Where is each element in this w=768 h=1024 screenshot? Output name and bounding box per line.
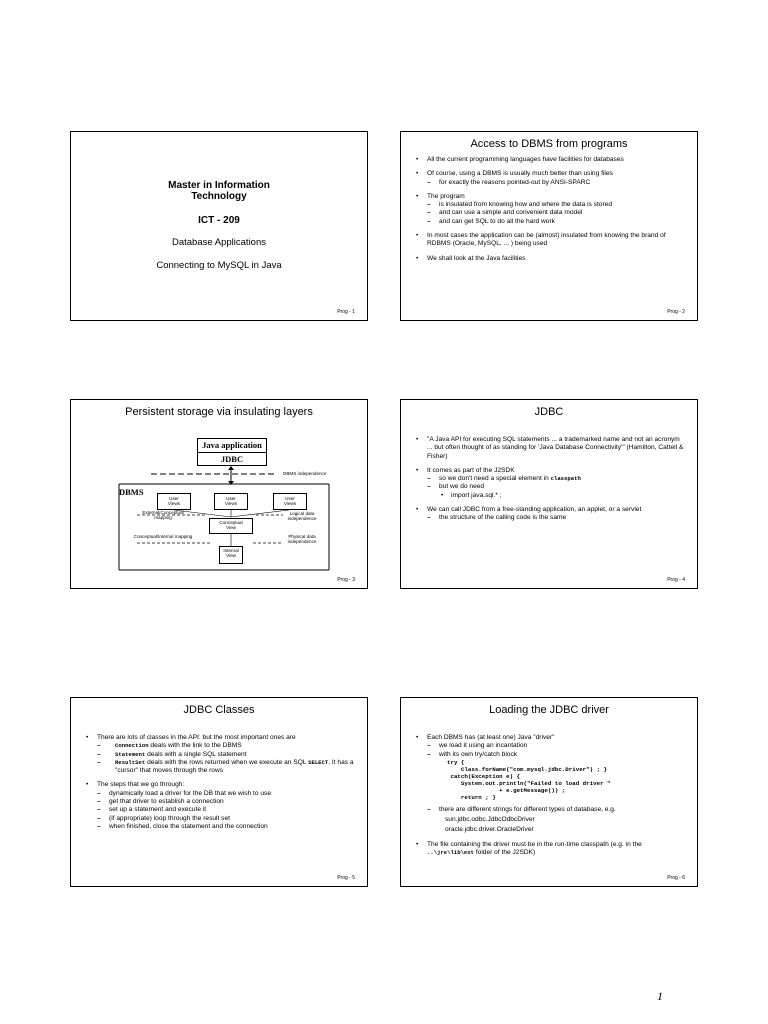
slide-title: JDBC Classes [183,704,255,716]
sub-bullet: – and can use a simple and convenient data model [427,209,687,217]
bullet: • We shall look at the Java facilities [415,255,687,263]
slide-6 [400,697,698,887]
class-name: ResultSet [115,758,146,766]
driver-example: sun.jdbc.odbc.JdbcOdbcDriver [445,816,535,824]
bullet [415,506,687,523]
page-number: Prog - 2 [667,309,685,315]
bullet [415,841,687,858]
slide-title: JDBC [534,406,564,418]
bullet-text: • Each DBMS has (at least one) Java "driver" [427,734,555,741]
step-item: – (if appropriate) loop through the result set [97,815,357,823]
sub-bullet: – for exactly the reasons pointed-out by ANSI-SPARC [427,179,687,187]
slide-5 [70,697,368,887]
sub-bullet: – but we do need [427,483,687,491]
conceptual-view-box: Conceptual View [209,518,253,534]
slide-title: Loading the JDBC driver [489,704,609,716]
sub-bullet [97,751,357,759]
java-application-label: Java application [198,439,266,453]
slide-1 [70,131,368,321]
bullet [415,734,687,835]
course-code: ICT - 209 [198,215,240,226]
code-term: classpath [550,475,581,483]
jdbc-label: JDBC [220,454,244,464]
sub-bullet: – the structure of the calling code is the same [427,514,687,522]
step-item: – dynamically load a driver for the DB that we wish to use [97,790,357,798]
class-name: Statement [115,750,146,758]
sql-keyword: SELECT [308,758,329,766]
internal-view-box: Internal View [219,546,243,564]
sub-bullet: – and can get SQL to do all the hard work [427,218,687,226]
page-number: Prog - 1 [337,309,355,315]
bullet [415,467,687,500]
bullet-text: The file containing the driver must be in the run-time classpath (e.g. in the [427,840,642,848]
step-item: – get that driver to establish a connection [97,798,357,806]
slide-body [415,436,687,529]
title-line-1: Master in Information [168,180,270,191]
page-number: Prog - 3 [337,577,355,583]
external-conceptual-mapping-label: External/Conceptual mapping [142,510,184,521]
sub-bullet: – we load it using an incantation [427,742,687,750]
bullet-text: • We can call JDBC from a free-standing application, an applet, or a servlet [427,506,642,514]
path-code: ..\jre\lib\ext [427,849,474,857]
sub-bullet: – there are different strings for different types of database, e.g. [427,806,687,814]
bullet [85,781,357,831]
bullet-text: folder of the J2SDK) [475,849,536,857]
title-line-2: Technology [191,191,247,202]
sub-bullet [427,475,687,483]
bullet-text: • There are lots of classes in the API: but the most important ones are [97,734,296,741]
subject: Database Applications [171,237,266,248]
page-number: Prog - 6 [667,875,685,881]
user-views-box: User Views [157,493,191,510]
bullet: • In most cases the application can be (almost) insulated from knowing the brand of RDBMS (Oracle, MySQL, ... ) being used [415,232,687,249]
slide-body [415,734,687,863]
sheet-page-number: 1 [657,989,663,1003]
page-number: Prog - 5 [337,875,355,881]
class-name: Connection [115,742,149,750]
sub-bullet: – is insulated from knowing how and where the data is stored [427,201,687,209]
slide-body [85,734,357,837]
sub-bullet [97,742,357,750]
logical-independence-label: Logical data independence [287,511,317,522]
slide-title: Persistent storage via insulating layers [125,406,313,418]
bullet: • All the current programming languages have facilities for databases [415,156,687,164]
slide-4 [400,399,698,589]
class-desc: . It has a "cursor" that moves through the rows [115,758,354,775]
slide-title: Access to DBMS from programs [470,138,628,150]
code-block: try { Class.forName("com.mysql.jdbc.Driver") ; } catch(Exception e) { System.out.println("Failed to load driver " + e.getMessage()) ; return ; } [447,758,611,801]
bullet-text: • It comes as part of the J2SDK [427,466,515,474]
bullet [85,734,357,775]
class-desc: deals with the rows returned when we execute an SQL [147,758,307,766]
bullet-text: • The steps that we go through: [97,781,185,789]
step-item: – when finished, close the statement and the connection [97,823,357,831]
slide-title-line [71,180,367,202]
bullet [415,170,687,187]
sub-sub-bullet: • import java.sql.* ; [441,492,687,500]
step-item: – set up a statement and execute it [97,806,357,814]
slide-2 [400,131,698,321]
user-views-box: User Views [214,493,248,510]
slide-body [415,156,687,269]
sub-bullet [97,759,357,776]
slide-3 [70,399,368,589]
bullet-text: • The program [427,192,465,200]
class-desc: deals with a single SQL statement [147,750,247,758]
dbms-label: DBMS [119,487,144,497]
driver-example: oracle.jdbc.driver.OracleDriver [445,826,534,834]
conceptual-internal-mapping-label: Conceptual/Internal mapping [133,534,193,539]
bullet-text: • Of course, using a DBMS is usually much better than using files [427,170,613,178]
bullet [415,193,687,226]
physical-independence-label: Physical data independence [287,534,317,545]
sub-bullet-text: so we don't need a special element in [439,475,549,483]
topic: Connecting to MySQL in Java [156,260,282,271]
bullet: • "A Java API for executing SQL statements ... a trademarked name and not an acronym ... but often thought of as standing for 'Java Database Connectivity'" (Hamilton, Cattell & Fisher) [415,436,687,461]
user-views-box: User Views [273,493,307,510]
layers-diagram [71,400,369,590]
page-number: Prog - 4 [667,577,685,583]
class-desc: deals with the link to the DBMS [150,742,242,750]
sub-bullet: – with its own try/catch block [427,751,687,759]
dbms-independence-label: DBMS independence [283,471,327,476]
